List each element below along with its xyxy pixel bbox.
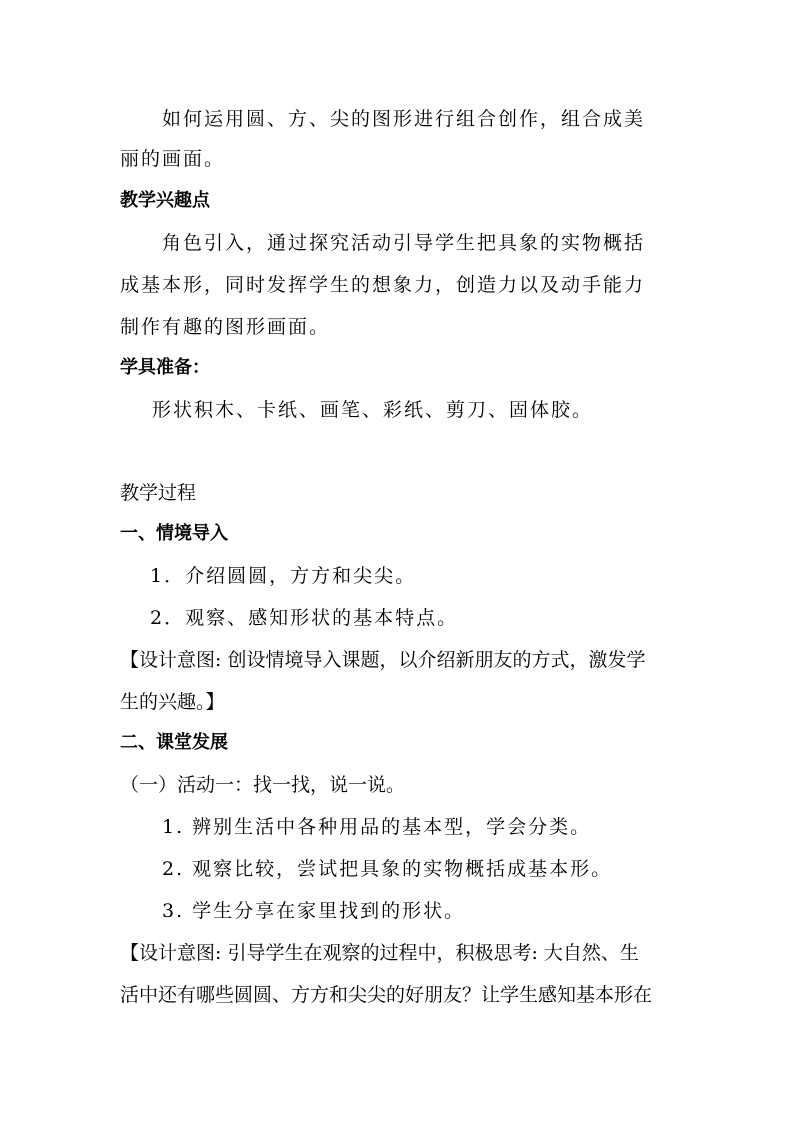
section-1-heading: 一、情境导入 — [120, 523, 228, 544]
section-2-heading: 二、课堂发展 — [120, 732, 228, 753]
design-intent-2-line-2: 活中还有哪些圆圆、方方和尖尖的好朋友？让学生感知基本形在 — [120, 984, 653, 1006]
materials-heading: 学具准备： — [120, 357, 210, 378]
interest-line-3: 制作有趣的图形画面。 — [120, 316, 331, 338]
intro-line-1: 如何运用圆、方、尖的图形进行组合创作，组合成美 — [162, 108, 646, 130]
design-intent-1-line-2: 生的兴趣。】 — [120, 691, 225, 713]
design-intent-2-line-1: 【设计意图: 引导学生在观察的过程中，积极思考: 大自然、生 — [120, 942, 639, 964]
section-1-item-2: 2．观察、感知形状的基本特点。 — [150, 607, 459, 629]
intro-line-2: 丽的画面。 — [120, 148, 226, 170]
process-heading: 教学过程 — [120, 482, 197, 504]
section-1-item-1: 1．介绍圆圆，方方和尖尖。 — [150, 565, 417, 587]
materials-text: 形状积木、卡纸、画笔、彩纸、剪刀、固体胶。 — [152, 399, 594, 421]
activity-1-item-3: 3. 学生分享在家里找到的形状。 — [162, 900, 466, 922]
activity-1-heading: （一）活动一：找一找，说一说。 — [120, 774, 406, 796]
interest-heading: 教学兴趣点 — [120, 190, 210, 211]
interest-line-1: 角色引入，通过探究活动引导学生把具象的实物概括 — [162, 232, 646, 254]
design-intent-1-line-1: 【设计意图: 创设情境导入课题，以介绍新朋友的方式，激发学 — [120, 649, 646, 671]
activity-1-item-2: 2. 观察比较，尝试把具象的实物概括成基本形。 — [162, 858, 613, 880]
activity-1-item-1: 1. 辨别生活中各种用品的基本型，学会分类。 — [162, 816, 592, 838]
interest-line-2: 成基本形，同时发挥学生的想象力，创造力以及动手能力 — [120, 274, 646, 296]
